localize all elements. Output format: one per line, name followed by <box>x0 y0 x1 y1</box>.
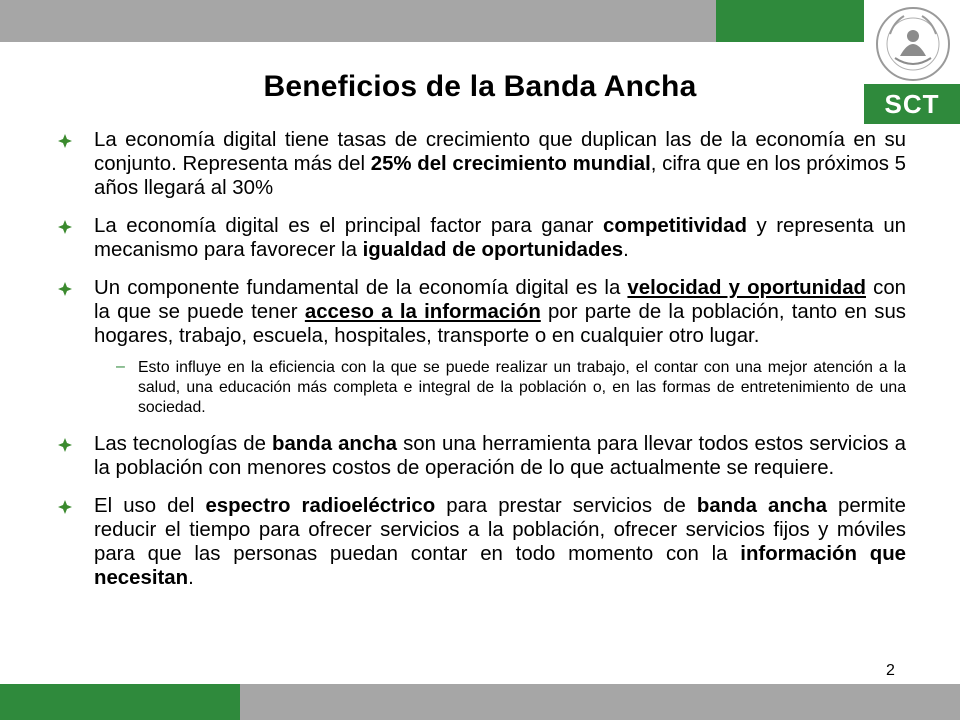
dash-bullet: – <box>116 358 125 375</box>
diamond-bullet-icon <box>58 438 72 452</box>
slide-content <box>58 128 906 604</box>
sub-bullet-text: Esto influye en la eficiencia con la que se puede realizar un trabajo, el contar con una mejor atención a la salud, una educación más completa e integral de la población o, en las formas de entretenimiento de una sociedad. <box>138 359 906 416</box>
page-title: Beneficios de la Banda Ancha <box>263 70 697 103</box>
sct-logo-text: SCT <box>864 84 960 124</box>
diamond-bullet-icon <box>58 500 72 514</box>
footer-gray <box>240 684 960 720</box>
bullet-item <box>58 214 906 262</box>
bullet-text: Las tecnologías de banda ancha son una herramienta para llevar todos estos servicios a la población con menores costos de operación de lo que actualmente se requiere. <box>94 433 906 479</box>
bullet-item <box>58 432 906 480</box>
bullet-item <box>58 128 906 200</box>
bullet-text: La economía digital es el principal factor para ganar competitividad y representa un mecanismo para favorecer la igualdad de oportunidades. <box>94 215 906 261</box>
bullet-text: El uso del espectro radioeléctrico para prestar servicios de banda ancha permite reducir el tiempo para ofrecer servicios a la población, ofrecer servicios fijos y móviles para que las personas puedan contar en todo momento con la información que necesitan. <box>94 495 907 589</box>
diamond-bullet-icon <box>58 134 72 148</box>
bullet-item <box>58 276 906 348</box>
bullet-text: Un componente fundamental de la economía digital es la velocidad y oportunidad con la que se puede tener acceso a la información por parte de la población, tanto en sus hogares, trabajo, escuela, hospitales, transporte o en cualquier otro lugar. <box>94 277 907 347</box>
top-banner-green <box>716 0 864 42</box>
bullet-text: La economía digital tiene tasas de crecimiento que duplican las de la economía en su conjunto. Representa más del 25% del crecimiento mundial, cifra que en los próximos 5 años llegará al 30% <box>94 129 906 199</box>
diamond-bullet-icon <box>58 220 72 234</box>
bullet-item <box>58 494 906 590</box>
top-banner-gray <box>0 0 716 42</box>
diamond-bullet-icon <box>58 282 72 296</box>
sub-bullet-item <box>58 358 906 418</box>
footer-banner <box>0 684 960 720</box>
page-number: 2 <box>886 662 895 679</box>
top-banner <box>0 0 960 42</box>
footer-green <box>0 684 240 720</box>
